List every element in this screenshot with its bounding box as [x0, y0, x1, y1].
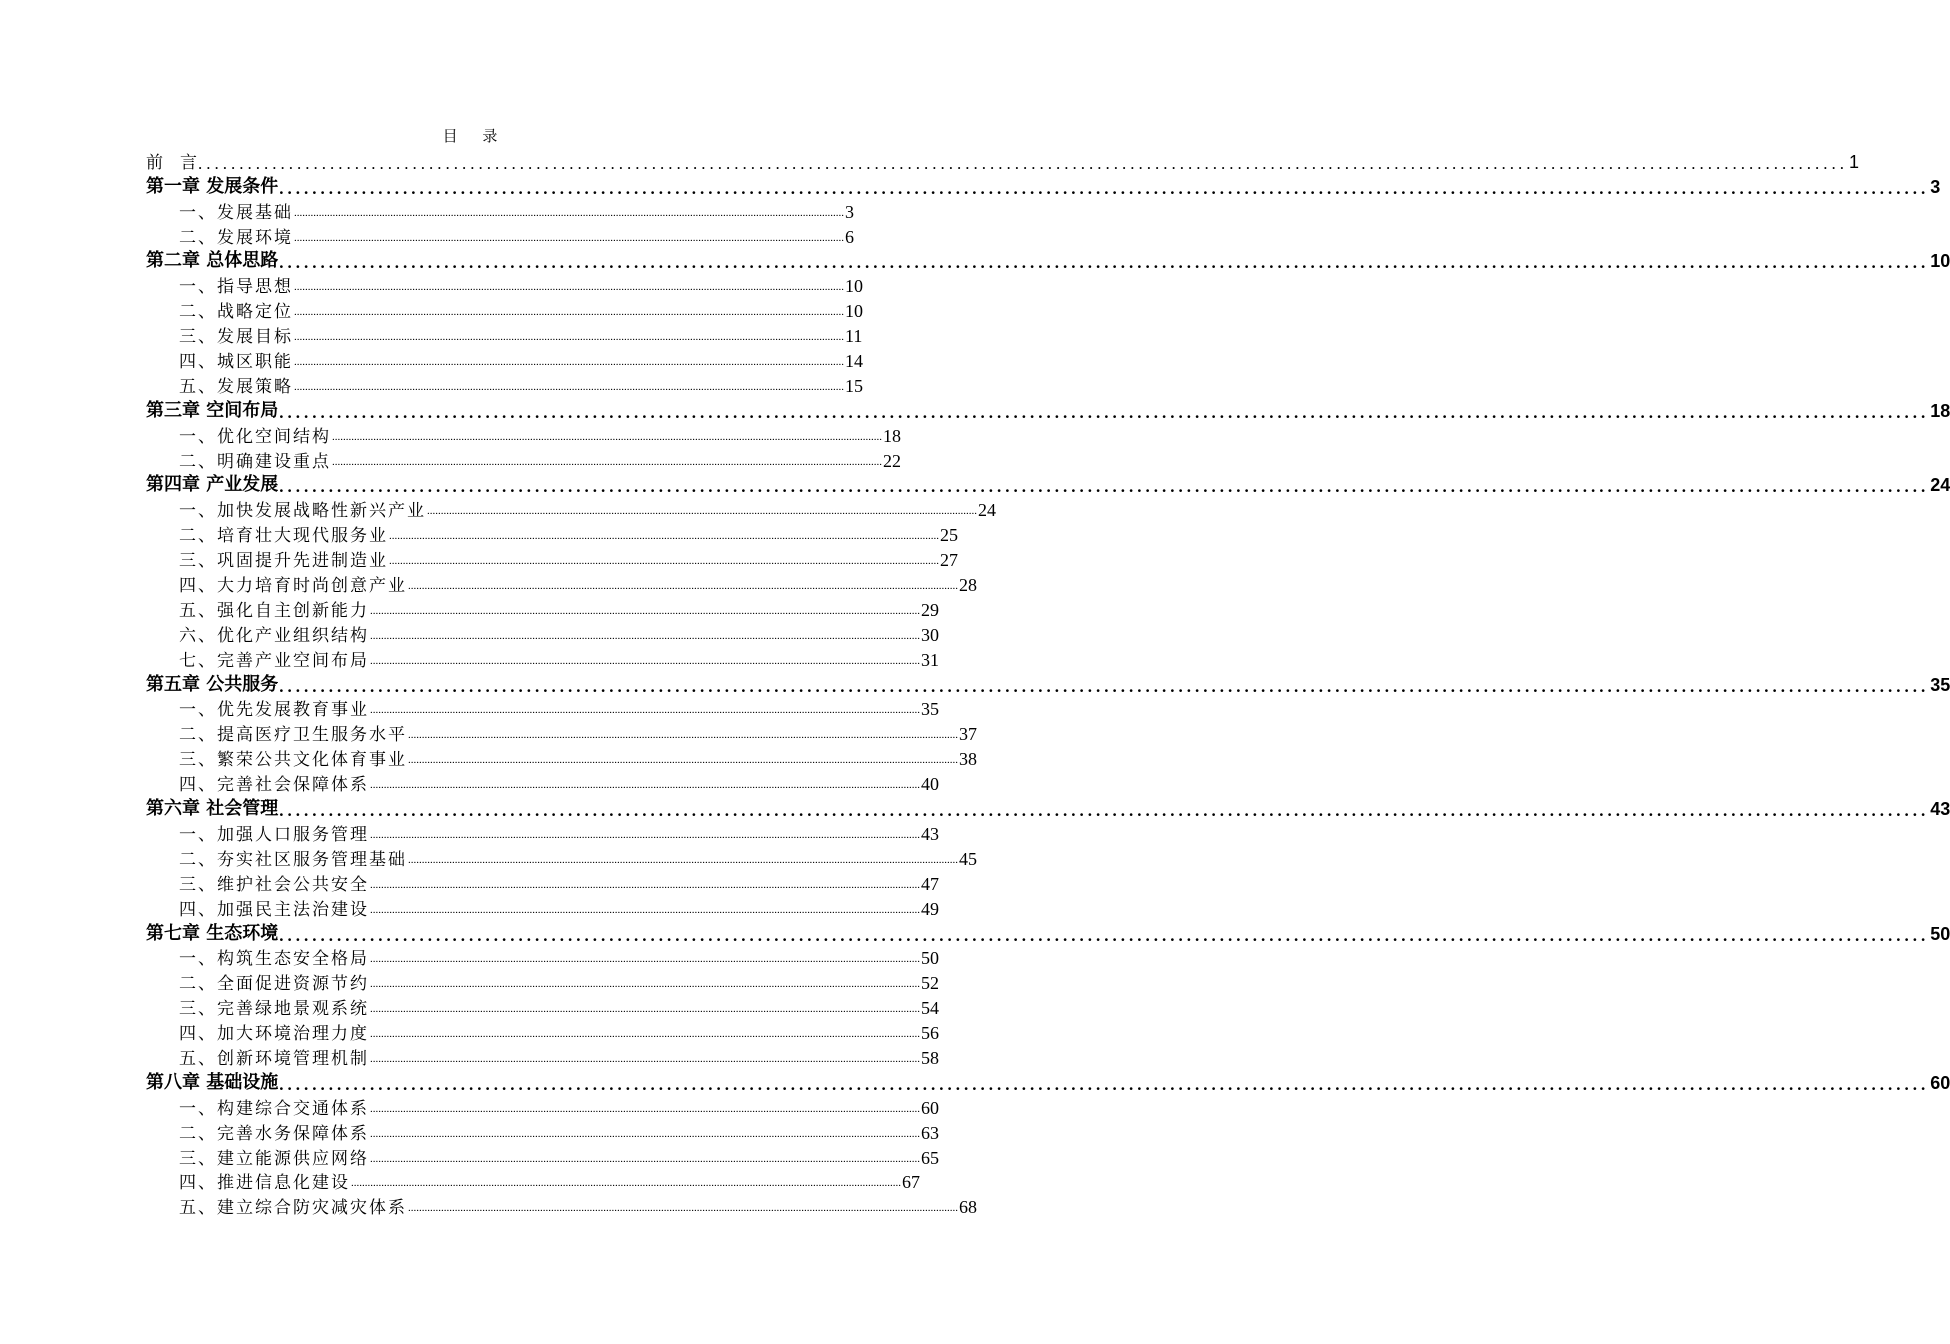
dot-leader: ........................................................................................................................................................................................................: [294, 281, 844, 294]
toc-entry-page-number: 6: [845, 226, 854, 247]
toc-entry-page-number: 25: [940, 525, 958, 546]
dot-leader: ........................................................................................................................................................................................................: [279, 676, 1930, 696]
toc-entry-page-number: 63: [921, 1122, 939, 1143]
dot-leader: ........................................................................................................................................................................................................: [332, 430, 882, 443]
toc-section-entry[interactable]: [146, 621, 939, 646]
toc-entry-page-number: 58: [921, 1047, 939, 1068]
dot-leader: ........................................................................................................................................................................................................: [389, 530, 939, 543]
toc-entry-page-number: 3: [1930, 176, 1941, 197]
dot-leader: ........................................................................................................................................................................................................: [279, 178, 1930, 198]
toc-section-entry[interactable]: [146, 372, 863, 397]
toc-section-entry[interactable]: [146, 646, 939, 671]
toc-section-entry[interactable]: [146, 895, 939, 920]
toc-entry-page-number: 50: [1930, 923, 1950, 944]
dot-leader: ........................................................................................................................................................................................................: [408, 853, 958, 866]
toc-entry-label: 二、完善水务保障体系: [179, 1123, 369, 1144]
dot-leader: ........................................................................................................................................................................................................: [279, 402, 1930, 422]
toc-entry-label: 三、巩固提升先进制造业: [179, 551, 388, 572]
toc-entry-label: 一、优先发展教育事业: [179, 700, 369, 721]
toc-section-entry[interactable]: [146, 1169, 920, 1194]
toc-entry-page-number: 50: [921, 948, 939, 969]
toc-section-entry[interactable]: [146, 571, 977, 597]
toc-entry-page-number: 1: [1849, 151, 1860, 172]
toc-entry-page-number: 67: [902, 1172, 920, 1193]
toc-entry-label: 三、完善绿地景观系统: [179, 999, 369, 1020]
toc-entry-label: 七、完善产业空间布局: [179, 650, 369, 671]
toc-entry-label: 四、完善社会保障体系: [179, 775, 369, 796]
toc-entry-label: 三、维护社会公共安全: [179, 874, 369, 895]
toc-entry-page-number: 43: [921, 823, 939, 844]
toc-entry-label: 第六章 社会管理: [146, 798, 279, 820]
toc-entry-label: 一、加强人口服务管理: [179, 824, 369, 845]
dot-leader: ........................................................................................................................................................................................................: [370, 629, 920, 642]
toc-title: 目 录: [442, 127, 508, 145]
toc-chapter-entry[interactable]: [146, 248, 1950, 273]
toc-entry-label: 四、城区职能: [179, 352, 293, 373]
toc-list: [146, 148, 1950, 1219]
toc-entry-label: 一、构建综合交通体系: [179, 1098, 369, 1119]
toc-entry-page-number: 47: [921, 873, 939, 894]
toc-entry-page-number: 22: [883, 450, 901, 471]
toc-entry-label: 二、培育壮大现代服务业: [179, 526, 388, 547]
toc-chapter-entry[interactable]: [146, 795, 1950, 821]
toc-entry-label: 第二章 总体思路: [146, 250, 279, 272]
toc-entry-page-number: 24: [978, 500, 996, 521]
dot-leader: ........................................................................................................................................................................................................: [389, 555, 939, 568]
toc-entry-page-number: 28: [959, 575, 977, 596]
toc-section-entry[interactable]: [146, 845, 977, 870]
toc-entry-page-number: 3: [845, 201, 854, 222]
toc-section-entry[interactable]: [146, 596, 939, 621]
dot-leader: ........................................................................................................................................................................................................: [370, 828, 920, 841]
dot-leader: ........................................................................................................................................................................................................: [370, 903, 920, 916]
toc-entry-page-number: 24: [1930, 475, 1950, 496]
toc-chapter-entry[interactable]: [146, 671, 1950, 696]
toc-chapter-entry[interactable]: [146, 1069, 1950, 1094]
dot-leader: ........................................................................................................................................................................................................: [370, 1003, 920, 1016]
toc-entry-label: 第四章 产业发展: [146, 474, 279, 496]
toc-entry-label: 第一章 发展条件: [146, 175, 279, 197]
dot-leader: ........................................................................................................................................................................................................: [279, 801, 1930, 821]
toc-entry-label: 四、大力培育时尚创意产业: [179, 576, 407, 597]
toc-section-entry[interactable]: [146, 546, 958, 572]
toc-entry-label: 一、构筑生态安全格局: [179, 949, 369, 970]
toc-entry-label: 五、创新环境管理机制: [179, 1048, 369, 1069]
toc-section-entry[interactable]: [146, 945, 939, 970]
toc-section-entry[interactable]: [146, 1094, 939, 1119]
dot-leader: ........................................................................................................................................................................................................: [351, 1177, 901, 1190]
toc-entry-label: 二、夯实社区服务管理基础: [179, 849, 407, 870]
toc-entry-label: 二、提高医疗卫生服务水平: [179, 725, 407, 746]
toc-section-entry[interactable]: [146, 1019, 939, 1045]
toc-section-entry[interactable]: [146, 1119, 939, 1144]
toc-entry-page-number: 65: [921, 1147, 939, 1168]
toc-section-entry[interactable]: [146, 696, 939, 721]
dot-leader: ........................................................................................................................................................................................................: [370, 953, 920, 966]
toc-entry-page-number: 10: [845, 276, 863, 297]
toc-entry-page-number: 10: [845, 301, 863, 322]
dot-leader: ........................................................................................................................................................................................................: [294, 206, 844, 219]
toc-section-entry[interactable]: [146, 1193, 977, 1219]
toc-entry-label: 四、推进信息化建设: [179, 1173, 350, 1194]
toc-entry-page-number: 49: [921, 898, 939, 919]
toc-chapter-entry[interactable]: [146, 173, 1941, 198]
toc-entry-page-number: 54: [921, 998, 939, 1019]
toc-section-entry[interactable]: [146, 223, 854, 248]
toc-entry-label: 一、指导思想: [179, 277, 293, 298]
toc-entry-label: 二、全面促进资源节约: [179, 974, 369, 995]
toc-entry-page-number: 60: [1930, 1072, 1950, 1093]
dot-leader: ........................................................................................................................................................................................................: [332, 455, 882, 468]
toc-entry-label: 一、加快发展战略性新兴产业: [179, 501, 426, 522]
toc-section-entry[interactable]: [146, 720, 977, 746]
dot-leader: ........................................................................................................................................................................................................: [370, 1127, 920, 1140]
toc-entry-label: 五、强化自主创新能力: [179, 600, 369, 621]
toc-section-entry[interactable]: [146, 521, 958, 547]
dot-leader: ........................................................................................................................................................................................................: [370, 1102, 920, 1115]
dot-leader: ........................................................................................................................................................................................................: [279, 1074, 1930, 1094]
toc-section-entry[interactable]: [146, 198, 854, 223]
toc-chapter-entry[interactable]: [146, 397, 1950, 422]
dot-leader: ........................................................................................................................................................................................................: [294, 306, 844, 319]
dot-leader: ........................................................................................................................................................................................................: [408, 580, 958, 593]
toc-entry-label: 六、优化产业组织结构: [179, 625, 369, 646]
toc-entry-page-number: 10: [1930, 251, 1950, 272]
toc-section-entry[interactable]: [146, 322, 863, 348]
toc-section-entry[interactable]: [146, 969, 939, 995]
toc-entry-label: 一、优化空间结构: [179, 426, 331, 447]
toc-entry-label: 二、战略定位: [179, 302, 293, 323]
dot-leader: ........................................................................................................................................................................................................: [294, 380, 844, 393]
toc-entry-label: 五、建立综合防灾减灾体系: [179, 1198, 407, 1219]
toc-section-entry[interactable]: [146, 496, 996, 522]
toc-entry-page-number: 68: [959, 1197, 977, 1218]
dot-leader: ........................................................................................................................................................................................................: [370, 978, 920, 991]
toc-entry-page-number: 11: [845, 326, 863, 347]
toc-entry-label: 二、发展环境: [179, 227, 293, 248]
toc-entry-page-number: 45: [959, 848, 977, 869]
toc-section-entry[interactable]: [146, 770, 939, 796]
dot-leader: ........................................................................................................................................................................................................: [408, 754, 958, 767]
toc-section-entry[interactable]: [146, 297, 863, 323]
toc-entry-label: 第五章 公共服务: [146, 673, 279, 695]
toc-entry-page-number: 15: [845, 375, 863, 396]
toc-entry-page-number: 43: [1930, 799, 1950, 820]
toc-entry-page-number: 29: [921, 599, 939, 620]
dot-leader: ........................................................................................................................................................................................................: [279, 477, 1930, 497]
toc-section-entry[interactable]: [146, 447, 901, 472]
toc-entry-page-number: 14: [845, 351, 863, 372]
toc-chapter-entry[interactable]: [146, 920, 1950, 945]
toc-entry-page-number: 52: [921, 973, 939, 994]
toc-section-entry[interactable]: [146, 1044, 939, 1069]
toc-entry-page-number: 40: [921, 774, 939, 795]
toc-entry-label: 三、建立能源供应网络: [179, 1148, 369, 1169]
toc-preface-entry[interactable]: [146, 148, 1860, 173]
toc-entry-label: 一、发展基础: [179, 202, 293, 223]
toc-section-entry[interactable]: [146, 347, 863, 373]
toc-entry-page-number: 56: [921, 1023, 939, 1044]
dot-leader: ........................................................................................................................................................................................................: [294, 356, 844, 369]
toc-entry-page-number: 37: [959, 724, 977, 745]
toc-chapter-entry[interactable]: [146, 472, 1950, 497]
dot-leader: ........................................................................................................................................................................................................: [294, 231, 844, 244]
toc-entry-label: 五、发展策略: [179, 376, 293, 397]
toc-entry-label: 三、繁荣公共文化体育事业: [179, 750, 407, 771]
dot-leader: ........................................................................................................................................................................................................: [370, 604, 920, 617]
toc-entry-label: 三、发展目标: [179, 327, 293, 348]
toc-section-entry[interactable]: [146, 820, 939, 845]
toc-entry-page-number: 38: [959, 749, 977, 770]
toc-entry-page-number: 31: [921, 649, 939, 670]
dot-leader: ........................................................................................................................................................................................................: [370, 779, 920, 792]
dot-leader: ........................................................................................................................................................................................................: [370, 1052, 920, 1065]
toc-entry-page-number: 60: [921, 1097, 939, 1118]
dot-leader: ........................................................................................................................................................................................................: [370, 1028, 920, 1041]
toc-section-entry[interactable]: [146, 994, 939, 1020]
dot-leader: ........................................................................................................................................................................................................: [370, 704, 920, 717]
dot-leader: ........................................................................................................................................................................................................: [370, 878, 920, 891]
dot-leader: ........................................................................................................................................................................................................: [370, 1152, 920, 1165]
toc-section-entry[interactable]: [146, 1144, 939, 1169]
toc-section-entry[interactable]: [146, 745, 977, 771]
toc-entry-label: 第八章 基础设施: [146, 1071, 279, 1093]
dot-leader: ........................................................................................................................................................................................................: [279, 253, 1930, 273]
toc-entry-label: 二、明确建设重点: [179, 451, 331, 472]
dot-leader: ........................................................................................................................................................................................................: [427, 505, 977, 518]
toc-entry-page-number: 30: [921, 624, 939, 645]
toc-entry-page-number: 35: [1930, 674, 1950, 695]
toc-entry-label: 四、加大环境治理力度: [179, 1024, 369, 1045]
dot-leader: ........................................................................................................................................................................................................: [408, 729, 958, 742]
dot-leader: ........................................................................................................................................................................................................: [198, 153, 1848, 173]
dot-leader: ........................................................................................................................................................................................................: [408, 1202, 958, 1215]
toc-entry-page-number: 18: [883, 425, 901, 446]
toc-entry-label: 前 言: [146, 152, 197, 173]
dot-leader: ........................................................................................................................................................................................................: [370, 654, 920, 667]
toc-entry-page-number: 18: [1930, 400, 1950, 421]
toc-entry-label: 第七章 生态环境: [146, 922, 279, 944]
dot-leader: ........................................................................................................................................................................................................: [279, 925, 1930, 945]
toc-section-entry[interactable]: [146, 422, 901, 447]
toc-entry-label: 四、加强民主法治建设: [179, 899, 369, 920]
toc-section-entry[interactable]: [146, 870, 939, 895]
dot-leader: ........................................................................................................................................................................................................: [294, 331, 844, 344]
toc-entry-page-number: 27: [940, 550, 958, 571]
toc-section-entry[interactable]: [146, 272, 863, 298]
toc-entry-label: 第三章 空间布局: [146, 399, 279, 421]
toc-entry-page-number: 35: [921, 699, 939, 720]
